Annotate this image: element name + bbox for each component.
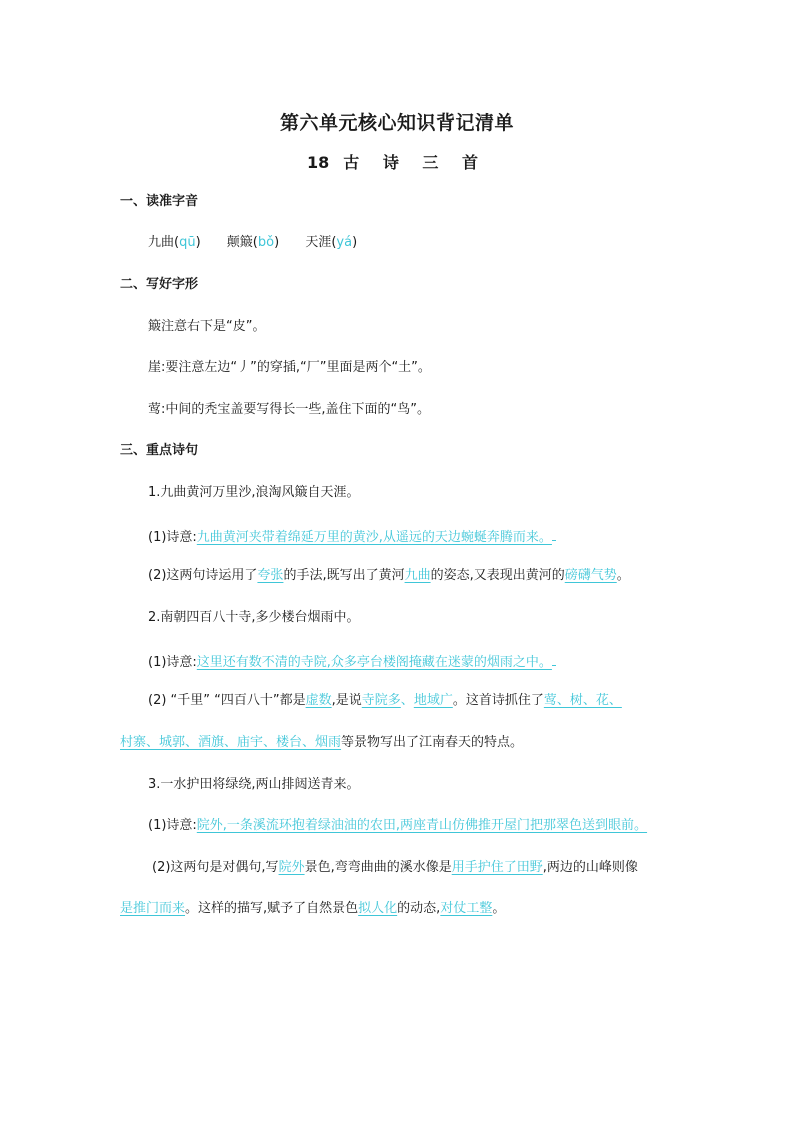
poem-meaning: (1)诗意:九曲黄河夹带着绵延万里的黄沙,从遥远的天边蜿蜒奔腾而来。 bbox=[148, 526, 556, 547]
answer-text: 是推门而来 bbox=[120, 901, 186, 916]
pronunciation-item: 九曲(qū) bbox=[148, 235, 201, 250]
writing-note: 莺:中间的秃宝盖要写得长一些,盖住下面的“鸟”。 bbox=[148, 402, 430, 417]
writing-note: 崖:要注意左边“丿”的穿插,“厂”里面是两个“土”。 bbox=[148, 360, 431, 375]
poem-meaning: (1)诗意:这里还有数不清的寺院,众多亭台楼阁掩藏在迷蒙的烟雨之中。 bbox=[148, 651, 556, 672]
answer-text: 用手护住了田野 bbox=[451, 860, 543, 875]
lesson-title bbox=[0, 150, 794, 173]
page-title: 第六单元核心知识背记清单 bbox=[279, 112, 514, 134]
answer-text: 院外 bbox=[278, 860, 305, 875]
poem-analysis: (2)这两句诗运用了夸张的手法,既写出了黄河九曲的姿态,又表现出黄河的磅礴气势。 bbox=[148, 568, 630, 583]
answer-text: 对仗工整 bbox=[440, 901, 493, 916]
answer-text: 拟人化 bbox=[358, 901, 398, 916]
section-heading-pronunciation: 一、读准字音 bbox=[120, 194, 199, 209]
answer-text: 院外,一条溪流环抱着绿油油的农田,两座青山仿佛推开屋门把那翠色送到眼前。 bbox=[196, 818, 648, 833]
lesson-number: 18 bbox=[307, 153, 330, 172]
poem-meaning: (1)诗意:院外,一条溪流环抱着绿油油的农田,两座青山仿佛推开屋门把那翠色送到眼前。 bbox=[148, 818, 648, 833]
poem-line: 3.一水护田将绿绕,两山排闼送青来。 bbox=[148, 777, 360, 792]
answer-text: 九曲 bbox=[404, 568, 431, 583]
answer-text: 磅礴气势 bbox=[564, 568, 617, 583]
pinyin: qū bbox=[179, 235, 196, 250]
answer-text: 地域广 bbox=[413, 693, 453, 708]
lesson-name: 古 诗 三 首 bbox=[343, 153, 487, 172]
pronunciation-item: 颠簸(bǒ) bbox=[226, 235, 280, 250]
poem-line: 1.九曲黄河万里沙,浪淘风簸自天涯。 bbox=[148, 485, 360, 500]
answer-text: 夸张 bbox=[257, 568, 284, 583]
section-heading-writing: 二、写好字形 bbox=[120, 277, 199, 292]
writing-note: 簸注意右下是“皮”。 bbox=[148, 319, 266, 334]
poem-analysis: (2)这两句是对偶句,写院外景色,弯弯曲曲的溪水像是用手护住了田野,两边的山峰则像 bbox=[152, 860, 638, 875]
poem-line: 2.南朝四百八十寺,多少楼台烟雨中。 bbox=[148, 610, 360, 625]
pronunciation-item: 天涯(yá) bbox=[305, 235, 358, 250]
answer-text: 虚数 bbox=[305, 693, 332, 708]
pinyin: bǒ bbox=[257, 235, 275, 250]
poem-analysis-continued: 是推门而来。这样的描写,赋予了自然景色拟人化的动态,对仗工整。 bbox=[120, 901, 506, 916]
pronunciation-list bbox=[148, 234, 357, 252]
poem-analysis: (2) “千里” “四百八十”都是虚数,是说寺院多、地域广。这首诗抓住了莺、树、花、 bbox=[148, 693, 622, 708]
answer-text: 九曲黄河夹带着绵延万里的黄沙,从遥远的天边蜿蜒奔腾而来。 bbox=[196, 530, 552, 545]
answer-text: 寺院多 bbox=[361, 693, 401, 708]
answer-text: 村寨、城郭、酒旗、庙宇、楼台、烟雨 bbox=[120, 735, 342, 750]
answer-text: 这里还有数不清的寺院,众多亭台楼阁掩藏在迷蒙的烟雨之中。 bbox=[196, 655, 552, 670]
answer-text: 莺、树、花、 bbox=[543, 693, 622, 708]
poem-analysis-continued: 村寨、城郭、酒旗、庙宇、楼台、烟雨等景物写出了江南春天的特点。 bbox=[120, 735, 524, 750]
pinyin: yá bbox=[336, 235, 353, 250]
section-heading-key-lines: 三、重点诗句 bbox=[120, 443, 199, 458]
